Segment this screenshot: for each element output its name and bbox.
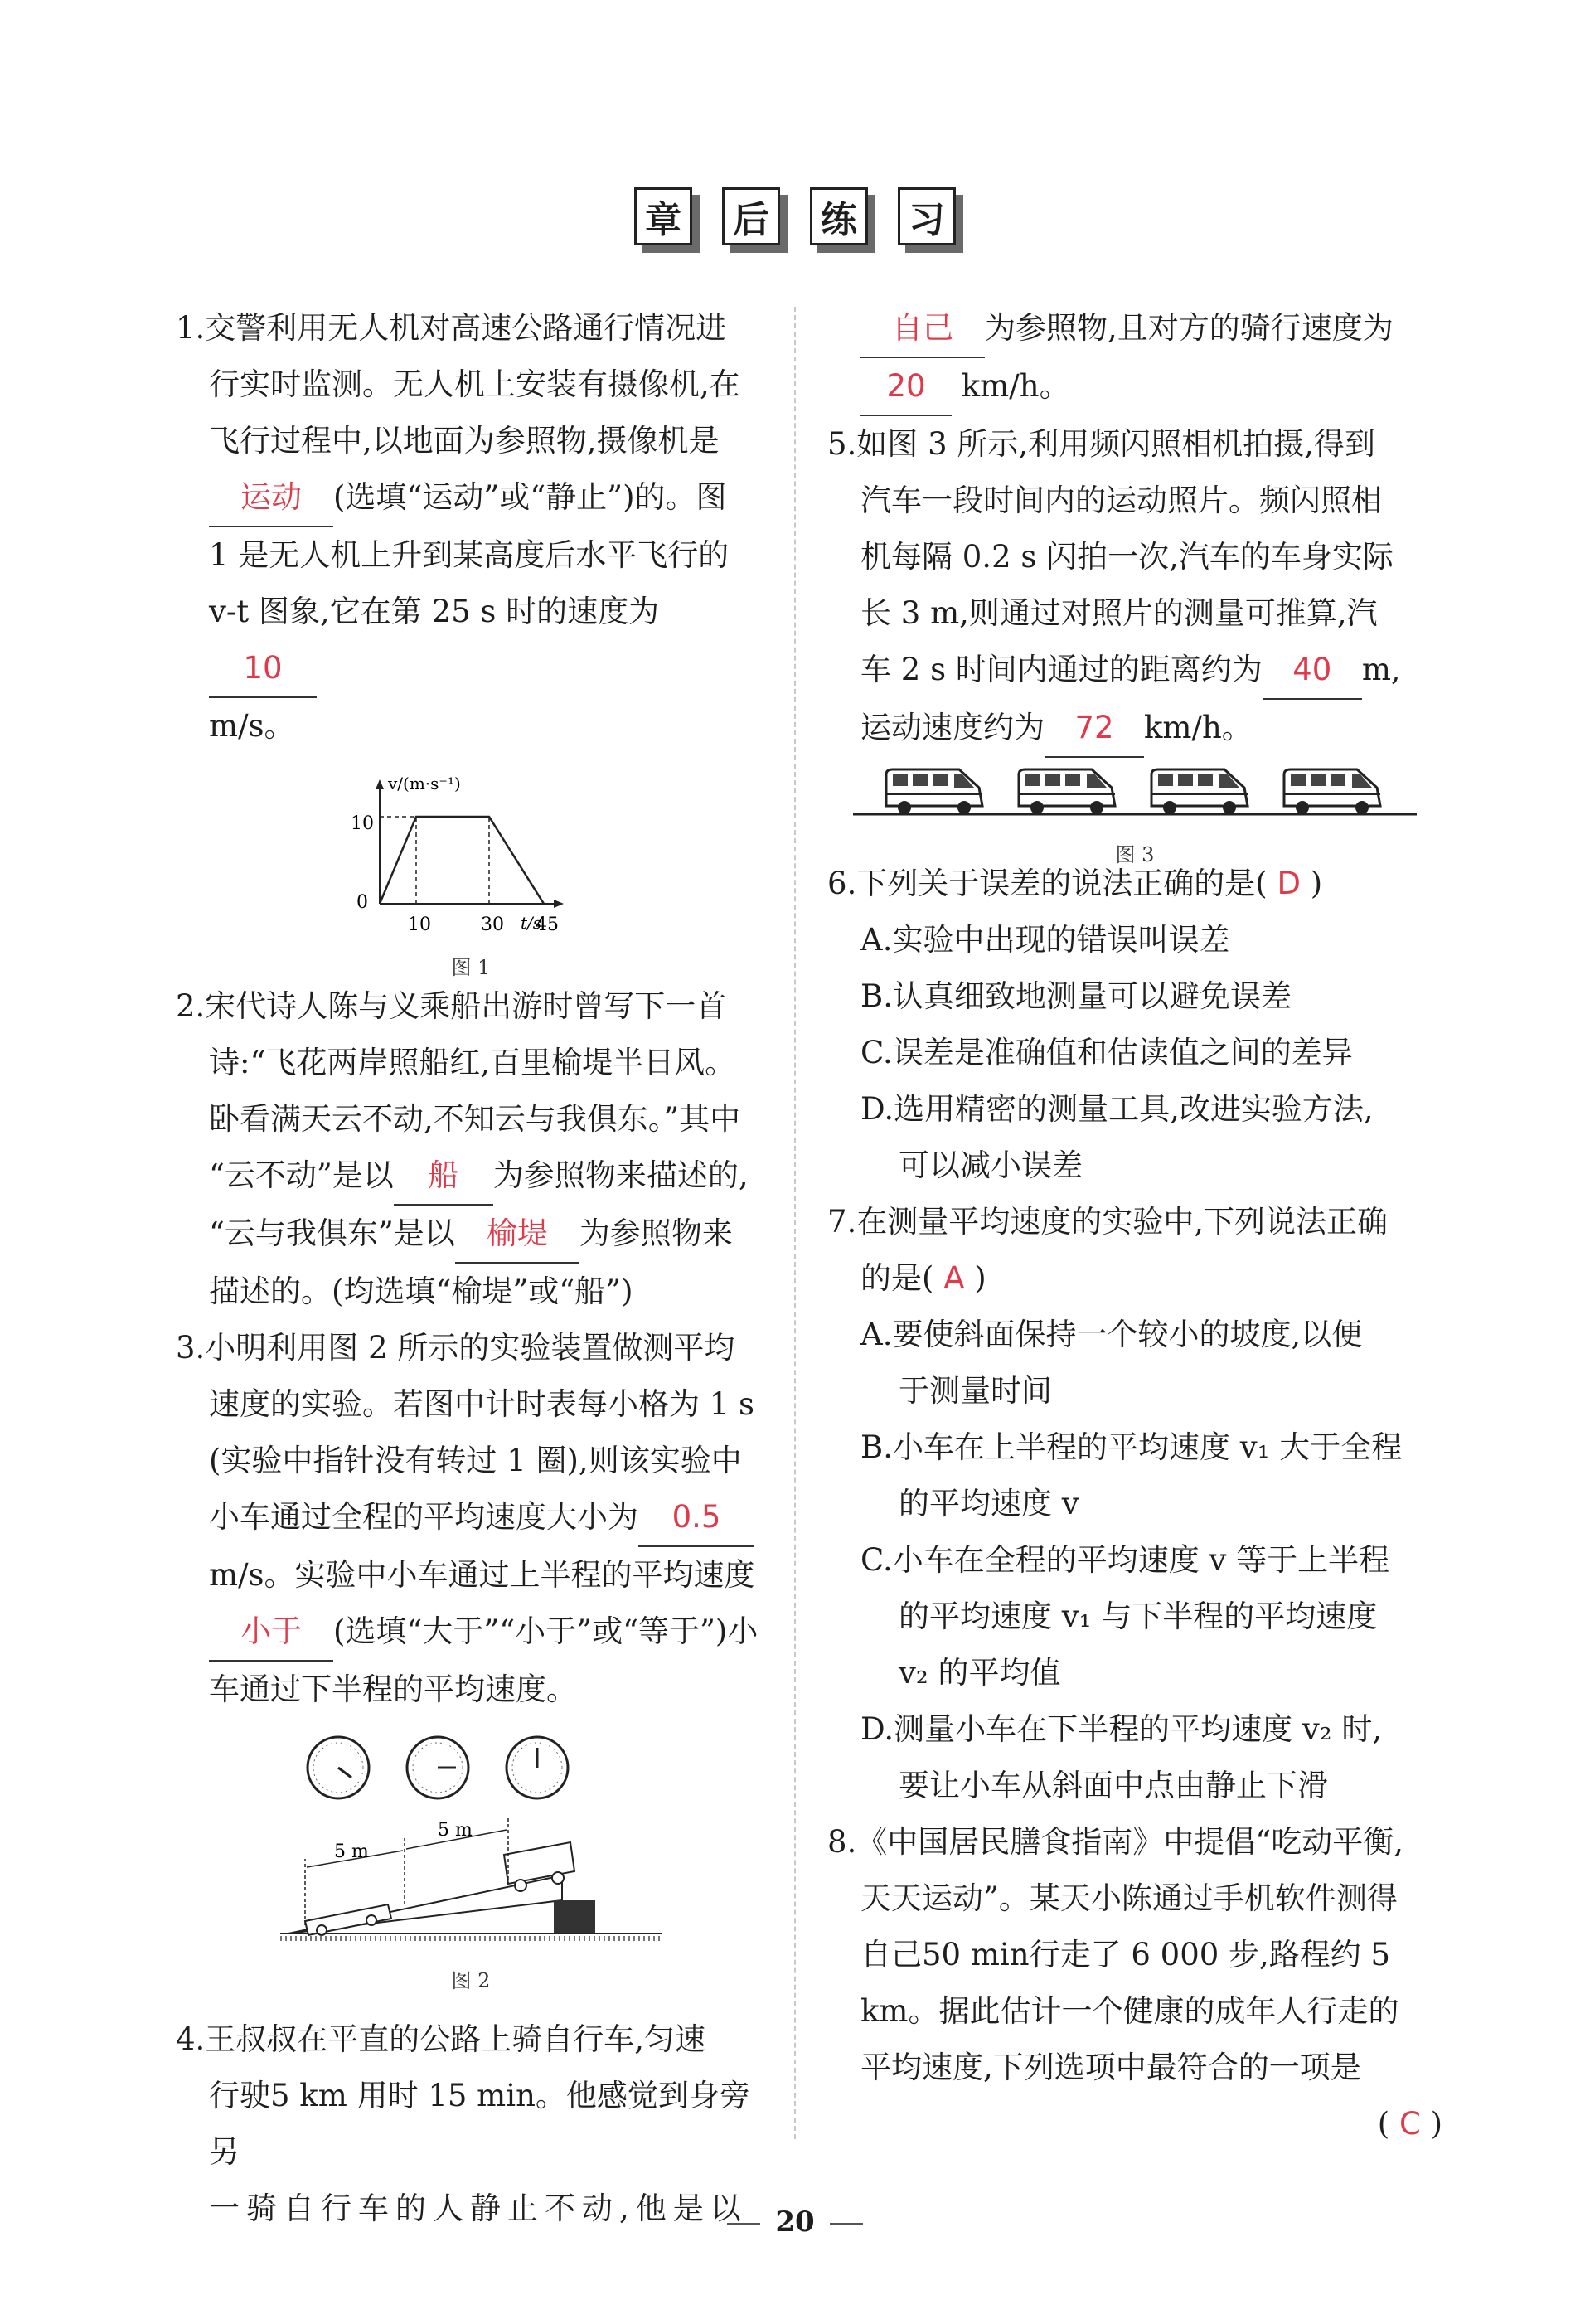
text-line: 8.《中国居民膳食指南》中提倡“吃动平衡, [827,1824,1403,1860]
text-line: 天天运动”。某天小陈通过手机软件测得 [860,1880,1398,1916]
van-icon [1151,769,1248,814]
title-char: 习 [898,187,956,245]
option-c-continued: v₂ 的平均值 [899,1655,1061,1691]
option-b: B.认真细致地测量可以避免误差 [860,978,1292,1014]
option-a: A.实验中出现的错误叫误差 [860,922,1230,958]
text-line [176,469,766,527]
option-d-continued: 要让小车从斜面中点由静止下滑 [899,1768,1328,1803]
question-3 [176,1320,766,1718]
question-8 [827,1814,1442,2152]
y-axis-arrow [376,779,384,789]
text-line [827,300,1442,358]
answer-blank: 榆堤 [455,1206,579,1264]
cart-icon [305,1904,391,1935]
text-span: 为参照物,且对方的骑行速度为 [985,310,1394,346]
text-span: “云与我俱东”是以 [209,1215,455,1251]
text-span: ) [1310,866,1323,901]
figure-1-vt-graph [305,771,637,979]
text-line: 速度的实验。若图中计时表每小格为 1 s [209,1386,755,1422]
text-line: 自己50 min行走了 6 000 步,路程约 5 [860,1937,1391,1972]
figure-caption: 图 3 [1115,843,1155,866]
title-char: 后 [722,187,780,245]
velocity-line [380,817,544,904]
question-5 [827,416,1442,758]
text-line: 4.王叔叔在平直的公路上骑自行车,匀速 [176,2021,706,2057]
text-span: 为参照物来 [579,1215,733,1251]
text-line: 车通过下半程的平均速度。 [209,1671,577,1707]
answer-choice: D [1277,866,1302,901]
answer-blank: 40 [1263,642,1362,700]
x-axis-label: t/s [521,913,542,933]
vt-chart [305,771,637,937]
text-span: 车 2 s 时间内通过的距离约为 [860,652,1263,687]
text-span: ) [1430,2106,1442,2142]
text-line: m/s。实验中小车通过上半程的平均速度 [209,1557,755,1593]
text-line [176,584,766,698]
answer-blank: 0.5 [638,1489,754,1547]
text-line: 机每隔 0.2 s 闪拍一次,汽车的车身实际 [860,539,1394,575]
strobe-photo [853,764,1417,824]
text-span: (选填“大于”“小于”或“等于”)小 [333,1613,759,1649]
text-span: 小车通过全程的平均速度大小为 [209,1499,638,1535]
text-span: “云不动”是以 [209,1157,394,1193]
support-block [554,1900,595,1933]
text-line [176,1147,766,1206]
text-line [827,358,1442,416]
text-line: 平均速度,下列选项中最符合的一项是 [860,2050,1361,2085]
x-tick-label: 45 [536,915,559,935]
option-d: D.测量小车在下半程的平均速度 v₂ 时, [860,1711,1383,1747]
x-tick-label: 10 [408,915,431,935]
text-line: 行实时监测。无人机上安装有摄像机,在 [209,366,740,402]
text-line: 7.在测量平均速度的实验中,下列说法正确 [827,1204,1389,1240]
text-span: 为参照物来描述的, [492,1157,749,1193]
y-tick-label: 0 [356,892,368,913]
text-span: ) [974,1260,986,1296]
option-c-continued: 的平均速度 v₁ 与下半程的平均速度 [899,1599,1378,1634]
text-line: 飞行过程中,以地面为参照物,摄像机是 [209,423,720,458]
text-span: 运动速度约为 [860,710,1045,745]
chapter-exercise-title [0,187,1590,245]
segment-label: 5 m [438,1820,473,1841]
question-2 [176,978,766,1320]
text-line [176,1206,766,1264]
answer-blank: 船 [394,1147,493,1206]
option-b-continued: 的平均速度 v [899,1486,1079,1521]
text-line [827,700,1442,758]
question-7 [827,1194,1442,1814]
text-line: (实验中指针没有转过 1 圈),则该实验中 [209,1443,742,1478]
text-span: 的是( [860,1260,934,1296]
text-line [176,1604,766,1662]
text-line: 诗:“飞花两岸照船红,百里榆堤半日风。 [209,1045,736,1080]
text-span: km/h。 [961,368,1070,404]
stopwatch-icon [507,1737,568,1798]
x-axis-arrow [554,900,564,908]
answer-blank: 72 [1045,700,1144,758]
right-column [827,300,1442,2152]
stopwatch-icon [308,1737,369,1798]
text-span: m, [1361,652,1401,687]
option-c: C.误差是准确值和估读值之间的差异 [860,1035,1353,1070]
van-icon [1284,769,1380,814]
column-divider [794,307,796,2139]
text-line: 行驶5 km 用时 15 min。他感觉到身旁另 [209,2078,750,2170]
text-line: 描述的。(均选填“榆堤”或“船”) [209,1274,633,1309]
question-4-continued [827,300,1442,416]
answer-choice: A [943,1260,965,1296]
text-line [827,1250,1442,1307]
van-icon [886,769,982,814]
text-line [176,1489,766,1547]
answer-blank: 10 [209,640,317,698]
van-icon [1019,769,1115,814]
figure-caption: 图 1 [451,956,491,979]
figure-caption: 图 2 [451,1969,491,1992]
option-a: A.要使斜面保持一个较小的坡度,以便 [860,1317,1363,1352]
text-line: 5.如图 3 所示,利用频闪照相机拍摄,得到 [827,426,1375,462]
figure-2-incline-setup [280,1735,662,1992]
y-axis-label: v/(m·s⁻¹) [388,774,461,793]
option-b: B.小车在上半程的平均速度 v₁ 大于全程 [860,1429,1403,1465]
text-line [827,642,1442,700]
text-line: m/s。 [209,708,295,744]
answer-blank: 20 [860,358,952,416]
figure-3-strobe-vans [853,764,1417,866]
text-line: 2.宋代诗人陈与义乘船出游时曾写下一首 [176,988,727,1024]
x-tick-label: 30 [481,915,504,935]
text-line: 1 是无人机上升到某高度后水平飞行的 [209,537,730,573]
left-column [176,300,766,2237]
text-line: 3.小明利用图 2 所示的实验装置做测平均 [176,1330,735,1366]
answer-choice: C [1399,2106,1421,2142]
text-span: v-t 图象,它在第 25 s 时的速度为 [209,594,660,629]
page-number-text: 20 [775,2205,815,2239]
incline-diagram [280,1735,662,1950]
stopwatch-icon [407,1737,468,1798]
answer-blank: 运动 [209,469,333,527]
page-number [0,2205,1590,2239]
text-line: 一骑自行车的人静止不动,他是以 [209,2191,748,2226]
text-span: (选填“运动”或“静止”)的。图 [333,479,727,515]
option-d: D.选用精密的测量工具,改进实验方法, [860,1091,1374,1127]
segment-label: 5 m [334,1841,369,1862]
text-span: ( [1377,2106,1390,2142]
option-a-continued: 于测量时间 [899,1373,1052,1409]
text-span: km/h。 [1144,710,1253,745]
answer-line [827,2096,1442,2152]
y-tick-label: 10 [351,813,374,834]
question-1 [176,300,766,754]
title-char: 章 [634,187,692,245]
title-char: 练 [810,187,868,245]
text-line: 卧看满天云不动,不知云与我俱东。”其中 [209,1101,741,1137]
text-line: 1.交警利用无人机对高速公路通行情况进 [176,310,727,346]
text-line: km。据此估计一个健康的成年人行走的 [860,1993,1399,2029]
text-line: 汽车一段时间内的运动照片。频闪照相 [860,483,1382,518]
option-c: C.小车在全程的平均速度 v 等于上半程 [860,1542,1390,1578]
text-span: 6.下列关于误差的说法正确的是( [827,866,1268,901]
option-d-continued: 可以减小误差 [899,1147,1083,1183]
question-4 [176,2011,766,2237]
question-6 [827,856,1442,1194]
text-line: 长 3 m,则通过对照片的测量可推算,汽 [860,595,1378,631]
answer-blank: 自己 [860,300,985,358]
answer-blank: 小于 [209,1604,333,1662]
